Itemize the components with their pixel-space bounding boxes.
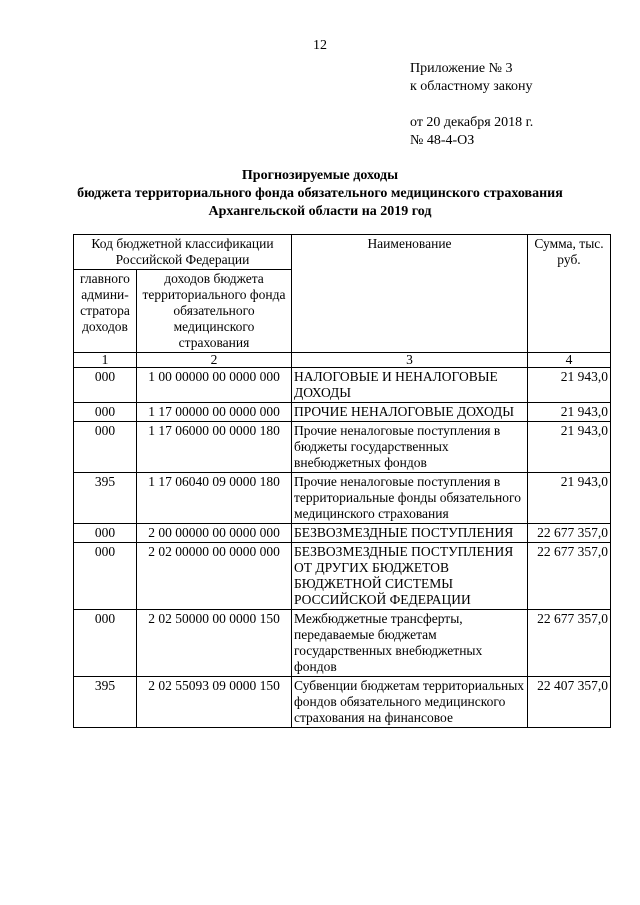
page-number: 12 bbox=[313, 38, 327, 53]
admin-code-cell: 000 bbox=[74, 403, 137, 422]
income-name-cell: Прочие неналоговые поступления в бюджеты государственных внебюджетных фондов bbox=[292, 422, 528, 473]
income-code-cell: 2 00 00000 00 0000 000 bbox=[137, 524, 292, 543]
table-header-row bbox=[74, 235, 611, 270]
income-name-cell: БЕЗВОЗМЕЗДНЫЕ ПОСТУПЛЕНИЯ bbox=[292, 524, 528, 543]
admin-code-cell: 000 bbox=[74, 543, 137, 610]
sum-cell: 21 943,0 bbox=[528, 422, 611, 473]
header-income: доходов бюджета территориального фонда обязательного медицинского страхования bbox=[137, 270, 292, 353]
income-name-cell: Межбюджетные трансферты, передаваемые бюджетам государственных внебюджетных фондов bbox=[292, 610, 528, 677]
header-name: Наименование bbox=[292, 235, 528, 353]
column-number: 2 bbox=[137, 353, 292, 368]
sum-cell: 21 943,0 bbox=[528, 403, 611, 422]
table-row bbox=[74, 677, 611, 728]
table-row bbox=[74, 610, 611, 677]
admin-code-cell: 395 bbox=[74, 473, 137, 524]
document-title bbox=[0, 167, 640, 221]
column-number-row bbox=[74, 353, 611, 368]
income-code-cell: 1 00 00000 00 0000 000 bbox=[137, 368, 292, 403]
revenue-table bbox=[73, 234, 611, 728]
table-row bbox=[74, 473, 611, 524]
header-admin: главного админи-стратора доходов bbox=[74, 270, 137, 353]
sum-cell: 22 677 357,0 bbox=[528, 524, 611, 543]
table-row bbox=[74, 403, 611, 422]
table-body bbox=[74, 368, 611, 728]
income-name-cell: Прочие неналоговые поступления в территориальные фонды обязательного медицинского страхования bbox=[292, 473, 528, 524]
table-row bbox=[74, 524, 611, 543]
header-bcc: Код бюджетной классификации Российской Федерации bbox=[74, 235, 292, 270]
appendix-line: Приложение № 3 bbox=[410, 61, 513, 76]
admin-code-cell: 395 bbox=[74, 677, 137, 728]
admin-code-cell: 000 bbox=[74, 422, 137, 473]
admin-code-cell: 000 bbox=[74, 524, 137, 543]
income-name-cell: Субвенции бюджетам территориальных фондов обязательного медицинского страхования на финансовое bbox=[292, 677, 528, 728]
income-name-cell: ПРОЧИЕ НЕНАЛОГОВЫЕ ДОХОДЫ bbox=[292, 403, 528, 422]
column-number: 1 bbox=[74, 353, 137, 368]
admin-code-cell: 000 bbox=[74, 610, 137, 677]
table-row bbox=[74, 422, 611, 473]
appendix-line: к областному закону bbox=[410, 79, 533, 94]
income-name-cell: БЕЗВОЗМЕЗДНЫЕ ПОСТУПЛЕНИЯ ОТ ДРУГИХ БЮДЖЕТОВ БЮДЖЕТНОЙ СИСТЕМЫ РОССИЙСКОЙ ФЕДЕРАЦИИ bbox=[292, 543, 528, 610]
income-code-cell: 2 02 00000 00 0000 000 bbox=[137, 543, 292, 610]
income-code-cell: 1 17 00000 00 0000 000 bbox=[137, 403, 292, 422]
income-code-cell: 2 02 50000 00 0000 150 bbox=[137, 610, 292, 677]
appendix-note bbox=[410, 60, 533, 150]
table-row bbox=[74, 368, 611, 403]
title-line: Прогнозируемые доходы bbox=[241, 168, 399, 183]
income-name-cell: НАЛОГОВЫЕ И НЕНАЛОГОВЫЕ ДОХОДЫ bbox=[292, 368, 528, 403]
appendix-law-number: № 48-4-ОЗ bbox=[410, 133, 475, 148]
appendix-date: от 20 декабря 2018 г. bbox=[410, 115, 534, 130]
title-line: бюджета территориального фонда обязательного медицинского страхования bbox=[77, 186, 563, 201]
income-code-cell: 2 02 55093 09 0000 150 bbox=[137, 677, 292, 728]
title-line: Архангельской области на 2019 год bbox=[208, 204, 432, 219]
column-number: 4 bbox=[528, 353, 611, 368]
sum-cell: 21 943,0 bbox=[528, 368, 611, 403]
income-code-cell: 1 17 06000 00 0000 180 bbox=[137, 422, 292, 473]
income-code-cell: 1 17 06040 09 0000 180 bbox=[137, 473, 292, 524]
sum-cell: 22 677 357,0 bbox=[528, 543, 611, 610]
admin-code-cell: 000 bbox=[74, 368, 137, 403]
column-number: 3 bbox=[292, 353, 528, 368]
sum-cell: 21 943,0 bbox=[528, 473, 611, 524]
table-row bbox=[74, 543, 611, 610]
sum-cell: 22 407 357,0 bbox=[528, 677, 611, 728]
sum-cell: 22 677 357,0 bbox=[528, 610, 611, 677]
header-sum: Сумма, тыс. руб. bbox=[528, 235, 611, 353]
